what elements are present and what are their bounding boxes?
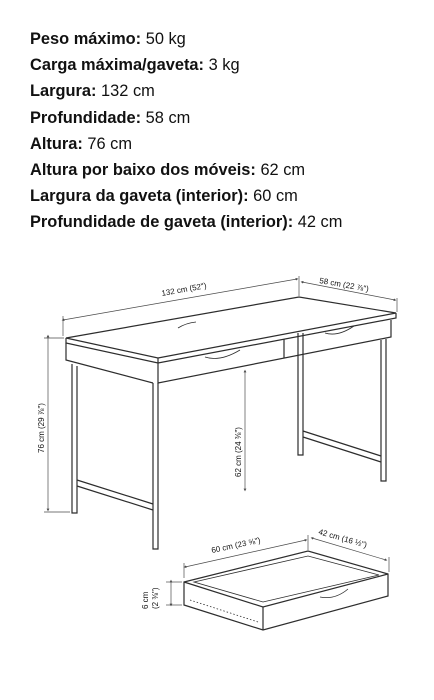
spec-label: Altura: — [30, 134, 83, 153]
dim-desk-height — [37, 336, 70, 512]
leg-front-left — [153, 383, 158, 549]
spec-label: Profundidade: — [30, 108, 142, 127]
stretcher-right — [303, 431, 381, 462]
drawer-drawing — [184, 551, 388, 630]
spec-value: 60 cm — [253, 187, 298, 206]
spec-label: Altura por baixo dos móveis: — [30, 160, 256, 179]
desk-drawing — [66, 297, 396, 549]
side-apron — [66, 343, 153, 383]
stretcher-left — [77, 480, 153, 510]
leg-back-right — [298, 333, 303, 455]
spec-value: 50 kg — [145, 30, 186, 48]
dim-desk-width — [63, 276, 299, 336]
spec-value: 62 cm — [260, 160, 306, 179]
drawer-height-in-label: (2 ⅜") — [151, 587, 160, 609]
spec-label: Profundidade de gaveta (interior): — [30, 213, 294, 232]
desk-width-label: 132 cm (52") — [160, 281, 208, 298]
spec-value: 76 cm — [87, 134, 133, 153]
desk-height-label: 76 cm (29 ⅞") — [37, 403, 46, 453]
dim-drawer-depth — [312, 527, 389, 572]
spec-label: Largura: — [30, 82, 97, 101]
leg-front-right — [381, 339, 386, 481]
dim-desk-depth — [302, 276, 397, 312]
drawer-depth-label: 42 cm (16 ½") — [317, 527, 368, 550]
leg-back-left — [72, 364, 77, 513]
spec-value: 3 kg — [208, 56, 240, 75]
desk-depth-label: 58 cm (22 ⅞") — [318, 276, 370, 294]
cable-slot — [178, 322, 196, 328]
spec-label: Largura da gaveta (interior): — [30, 187, 249, 206]
dim-drawer-height — [141, 581, 182, 609]
under-height-label: 62 cm (24 ⅜") — [234, 427, 243, 477]
spec-label: Peso máximo: — [30, 30, 142, 48]
spec-value: 42 cm — [297, 213, 343, 232]
dim-under-height — [234, 371, 245, 490]
dim-drawer-width — [184, 535, 308, 578]
drawer-width-label: 60 cm (23 ⅝") — [210, 535, 262, 555]
spec-value: 58 cm — [145, 108, 191, 127]
drawer-box — [184, 551, 388, 630]
spec-value: 132 cm — [101, 82, 155, 101]
desk-top-edge — [66, 313, 396, 363]
drawer-height-cm-label: 6 cm — [141, 591, 150, 609]
spec-label: Carga máxima/gaveta: — [30, 56, 205, 75]
